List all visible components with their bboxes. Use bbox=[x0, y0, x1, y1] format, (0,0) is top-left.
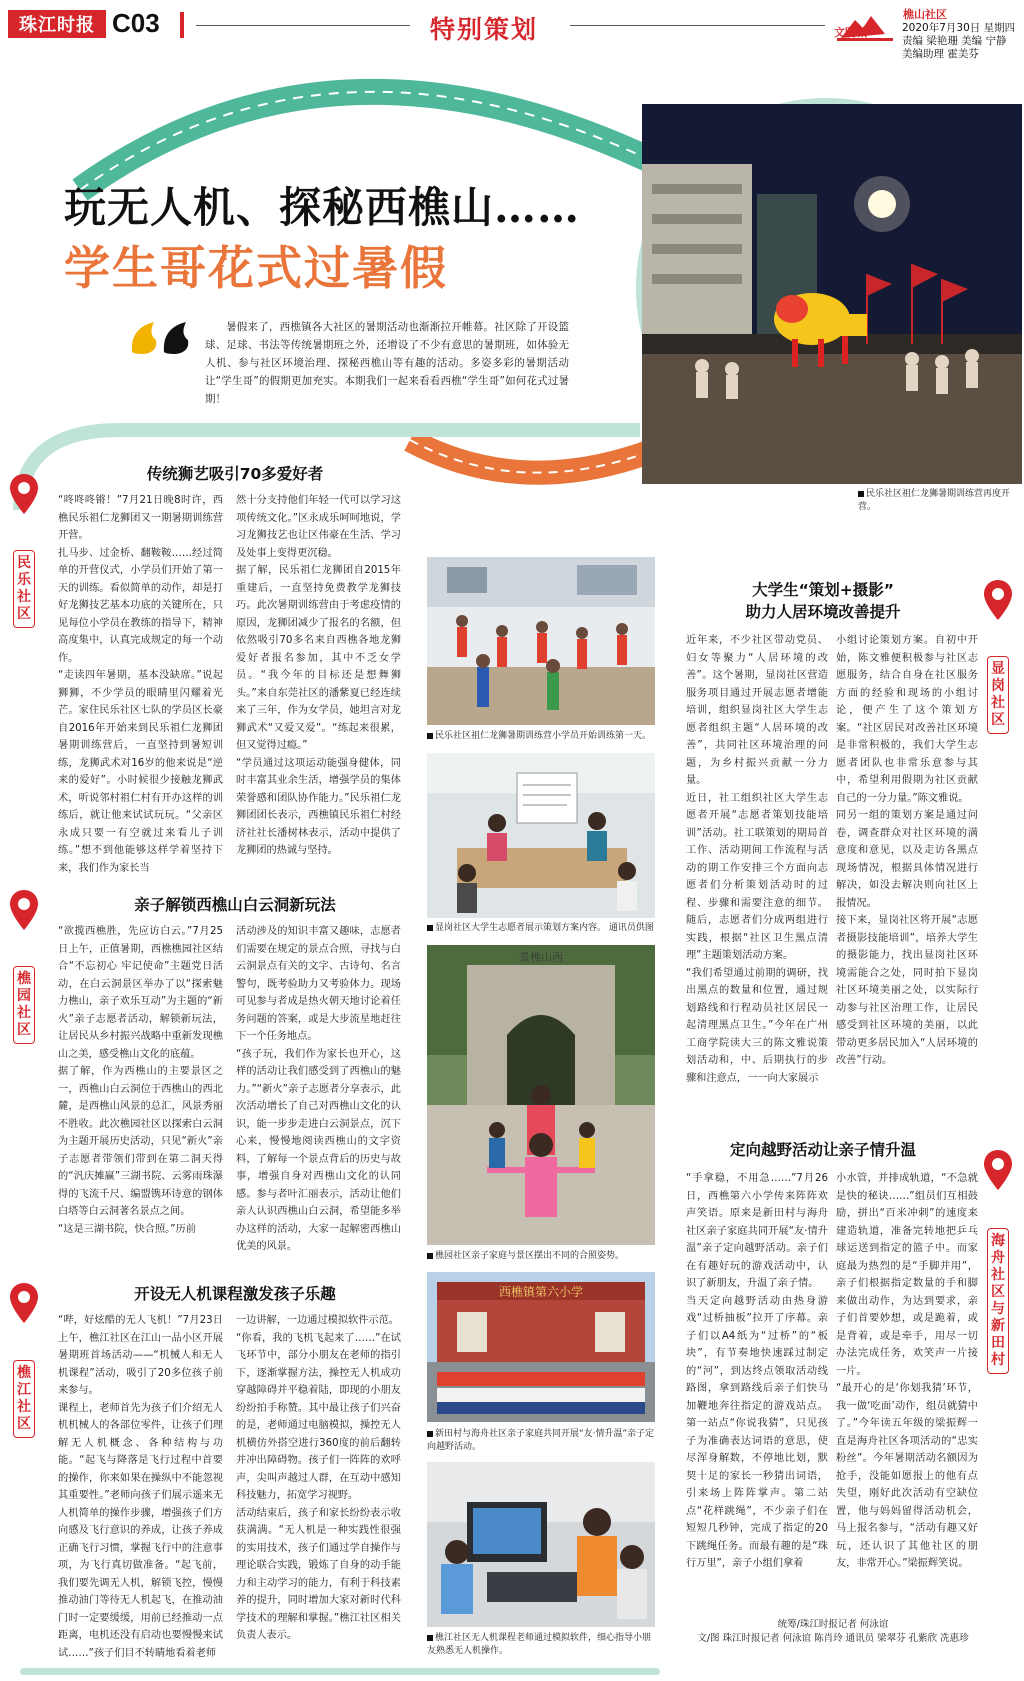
header-rule-left bbox=[196, 25, 410, 26]
header-divider bbox=[180, 12, 184, 38]
article-qiaojiang-col1: “哔，好炫酷的无人飞机！”7月23日上午，樵江社区在江山一品小区开展暑期班首场活动——“机械人和无人机课程”活动，吸引了20多位孩子前来参与。 课程上，老师首先为孩子们介绍无人机机械人的各部位零件，让孩子们理解无人机概念、各种结构与功能。“起飞与降落是飞行过程中首要的操作，你来如果在操纵中不能忽视其重要性。”老师向孩子们展示遥来无人机简单的操作步骤，增强孩子们方向感及飞行意识的养成，让孩子养成正确飞行习惯，掌握飞行中的注意事项，为飞行真切做准备。“起飞前，我们要先调无人机，解锁飞控，慢慢推动油门等待无人机起飞，在推动油门时一定要缓缓，用前已经推动一点距离，电机还没有启动也要慢慢来试试……”孩子们目不转睛地看着老师 bbox=[58, 1315, 223, 1659]
newspaper-logo: 珠江时报 bbox=[8, 10, 106, 38]
location-pin-icon bbox=[10, 474, 38, 514]
header-rule-right bbox=[570, 25, 825, 26]
article-qiaoyuan-col1: “欲揽西樵胜，先应访白云。”7月25日上午，正值暑期，西樵樵园社区结合“不忘初心 牢记使命”主题党日活动，在白云洞景区举办了以“探索魅力樵山，亲子欢乐互动”为主题的“新火”亲子志愿者活动，解锁新玩法，让居民从乡村振兴战略中重新发现樵山之美，感受樵山文化的底蕴。 据了解，作为西樵山的主要景区之一，西樵山白云洞位于西樵山的西北麓，是西樵山风景的总汇，风景秀丽不胜收。此次樵园社区以探索白云洞为主题开展历史活动，只见“新火”亲子志愿者带领们带到在第二洞天得的“汎庆摊赢”三湖书院、云雾雨珠瀑得的飞流千尺、编盟镌环诗意的钢体白塔等白云洞著名景点之间。 “这是三湖书院，快合照。”历前 bbox=[58, 926, 223, 1235]
headline-line1: 玩无人机、探秘西樵山…… bbox=[64, 183, 581, 232]
community-label-xiangang: 显岗社区 bbox=[987, 656, 1009, 734]
bottom-band bbox=[20, 1668, 660, 1675]
credits bbox=[668, 1618, 998, 1646]
photo-caption-4: 新田村与海舟社区亲子家庭共同开展“友·情升温”亲子定向越野活动。 bbox=[427, 1429, 655, 1452]
article-haizhou-col2: 小水管，并排成轨道，“不急就是快的秘诀……”组员们互相鼓励，拼出“百米冲刺”的速度来建造轨道，准备完转地把乒乓球运送到指定的篮子中。而家庭最为热烈的是“手脚并用”，亲子们根据指定数量的手和脚来做出动作，为达到要求，亲子们首要妙想，或是跪着，或是背着，或是牵手，用尽一切办法完成任务，欢笑声一片接一片。 “最开心的是‘你划我猜’环节，我一做‘吃面’动作，组员就猜中了。”今年读五年级的梁振辉一直是海舟社区各项活动的“忠实粉丝”。今年暑期活动名额因为抢手，没能如愿报上的他有点失望，刚好此次活动有空缺位置，他与妈妈留得活动机会，马上报名参与，“活动有趣又好玩，还认识了其他社区的朋友，非常开心。”梁振辉笑说。 bbox=[836, 1173, 978, 1569]
section-title: 特别策划 bbox=[430, 15, 539, 44]
circle-photo-caption: 民乐社区祖仁龙狮暑期训练营再度开营。 bbox=[858, 489, 1011, 512]
community-label-haizhou: 海舟社区与新田村 bbox=[987, 1228, 1009, 1374]
community-label-qiaoyuan: 樵园社区 bbox=[13, 966, 35, 1044]
article-qiaojiang-col2: 一边讲解，一边通过模拟软件示范。 “你看，我的飞机飞起来了……”在试飞环节中，部分小朋友在老师的指引下，逐渐掌握方法，操控无人机成功穿越障碍并平稳着陆，即现的小朋友纷纷拍手称赞。其中最让孩子们兴奋的是，老师通过电脑模拟，操控无人机横仿外搭空进行360度的前后翻转并冲出障碍物。孩子们一阵阵的欢呼声，尖叫声越过人群，在互动中感知科技魅力，拓宽学习视野。 活动结束后，孩子和家长纷纷表示收获满满。“无人机是一种实践性很强的实用技术，孩子们通过学自操作与理论联合实践，锻炼了自身的动手能力和主动学习的能力，有利于科技素养的提升，同时增加大家对新时代科学技术的理解和掌握。”樵江社区相关负责人表示。 bbox=[236, 1315, 401, 1641]
section-title-qiaojiang: 开设无人机课程激发孩子乐趣 bbox=[134, 1285, 336, 1303]
photo-baiyun-cave-family bbox=[427, 945, 655, 1245]
article-xiangang-col1: 近年来，不少社区带动党员、妇女等聚力“人居环境的改善”。这个暑期，显岗社区营造服务项目通过开展志愿者增能培训，组织显岗社区大学生志愿者组织主题“人居环境的改善”，共同社区环境治理的问题，为乡村振兴贡献一分力量。 近日，社工组织社区大学生志愿者开展“志愿者策划技能培训”活动。社工联策划的期局首工作、活动期间工作流程与活动的期工作安排三个方面向志愿者们分析策划活动时的过程、步骤和需要注意的细节。随后，志愿者们分成两组进行实践，根据“社区卫生黑点清理”主题策划活动方案。 “我们希望通过前期的调研，找出黑点的数量和位置，通过规划路线和行程动员社区居民一起清理黑点卫生。”今年在广州工商学院读大三的陈文雅说策划活动和，中、后期执行的步骤和注意点，一一向大家展示 bbox=[686, 635, 828, 1084]
brand-text: 文明城 bbox=[834, 26, 867, 39]
photo-caption-2: 显岗社区大学生志愿者展示策划方案内容。 通讯员供图 bbox=[427, 922, 655, 935]
credits-coordinator: 统筹/珠江时报记者 何泳谊 bbox=[777, 1619, 889, 1630]
section-title-minle: 传统狮艺吸引70多爱好者 bbox=[146, 465, 324, 483]
article-haizhou-col1: “手拿稳，不用急……”7月26日，西樵第六小学传来阵阵欢声笑语。原来是新田村与海舟社区亲子家庭共同开展“友·情升温”亲子定向越野活动。亲子们在有趣好玩的游戏活动中，认识了新朋友，升温了亲子情。 当天定向越野活动由热身游戏“过桥抽板”拉开了序幕。亲子们以A4纸为“过桥”的“板块”，有节奏地快速踩过制定的“河”，到达终点领取活动线路图，拿到路线后亲子们快马加鞭地奔往指定的游戏站点。第一站点“你说我猜”，只见孩子为准确表达词语的意思，使尽浑身解数，不停地比划，默契十足的家长一秒猜出词语，引来场上阵阵掌声。第二站点“花样跳绳”，不少亲子们在短短几秒钟，完成了指定的20下跳绳任务。而最有趣的是“珠行万里”，亲子小组们拿着 bbox=[686, 1173, 828, 1569]
column-brand: 樵山社区 bbox=[903, 8, 947, 21]
headline-line2: 学生哥花式过暑假 bbox=[64, 241, 448, 295]
photo-drone-class bbox=[427, 1462, 655, 1627]
article-minle-col1: “咚咚咚锵！”7月21日晚8时许，西樵民乐祖仁龙狮团又一期暑期训练营开营。 扎马步、过金桥、翻鞍鞍……经过简单的开营仪式，小学员们开始了第一天的训练。看似简单的动作，却是打好龙狮技艺基本功底的关键所在，只见每位小学员在教练的指导下，精神高度集中，认真完成规定的每一个动作。 “走读四年暑期，基本没缺席。”说起狮狮，不少学员的眼睛里闪耀着光芒。家住民乐社区七队的学员区长豪自2016年开始来到民乐祖仁龙狮团暑期训练营后，一直坚持到暑短训练，龙狮武术对16岁的他来说是“逆来的爱好”。小时候很少接触龙狮武术，听说邻村祖仁村有开办这样的训练后，就让他来试试玩玩。“父亲区永成只要一有空就过来看儿子训练。”想不到他能够这样学着坚持下来，我们作为家长当 bbox=[58, 495, 223, 874]
school-name-sign: 西樵镇第六小学 bbox=[498, 1285, 584, 1299]
issue-editor: 责编 梁艳珊 美编 宁静 bbox=[902, 35, 1007, 47]
issue-assistant: 美编助理 霍美芬 bbox=[902, 48, 979, 60]
location-pin-icon bbox=[984, 1150, 1012, 1190]
section-title-haizhou: 定向越野活动让亲子情升温 bbox=[729, 1141, 916, 1159]
quote-icon bbox=[128, 318, 196, 356]
page-number: C03 bbox=[112, 8, 160, 38]
photo-volunteers-plan bbox=[427, 753, 655, 918]
issue-date: 2020年7月30日 星期四 bbox=[902, 22, 1016, 34]
article-qiaoyuan-col2: 活动涉及的知识丰富又趣味，志愿者们需要在规定的景点合照，寻找与白云洞景点有关的文字、古诗句、名言警句，既考验助力又考验体力。现场可见参与者成是热火朝天地讨论着任务问题的答案，或是大步流星地赶往下一个任务地点。 “孩子玩，我们作为家长也开心，这样的活动让我们感受到了西樵山的魅力。”“新火”亲子志愿者分享表示，此次活动增长了自己对西樵山文化的认识，能一步步走进白云洞景点，沉下心来，慢慢地阅读西樵山的文字资料，了解每一个景点背后的历史与故事，增强自身对西樵山文化的认同感。参与者叶汇丽表示，活动让他们亲人认识西樵山白云洞，希望能多举办这样的活动，大家一起解密西樵山优美的风景。 bbox=[236, 926, 401, 1252]
article-minle-col2: 然十分支持他们年轻一代可以学习这项传统文化。”区永成乐呵呵地说，学习龙狮技艺也让区伟豪在生活、学习及处事上变得更沉稳。 据了解，民乐祖仁龙狮团自2015年重建后，一直坚持免费教学龙狮技巧。此次暑期训练营由于考虑疫情的原因，龙狮团减少了报名的名额，但依然吸引70多名来自西樵各地龙狮爱好者报名参加，其中不乏女学员。“我今年的目标还是想舞狮头。”来自东莞社区的潘紫夏已经连续来了三年，作为女学员，她坦言对龙狮武术“又爱又爱”。“练起来很累，但又觉得过瘾。” “学员通过这项运动能强身健体，同时丰富其业余生活，增强学员的集体荣誉感和团队协作能力。”民乐祖仁龙狮团团长表示，西樵镇民乐祖仁村经济社社长潘树林表示，活动中提供了龙狮团的热诚与坚持。 bbox=[236, 495, 401, 856]
photo-caption-5: 樵江社区无人机课程老师通过模拟软件，细心指导小朋友熟悉无人机操作。 bbox=[427, 1633, 652, 1656]
lion-dance-night-photo bbox=[636, 98, 1016, 478]
section-title-xiangang-line1: 大学生“策划+摄影” bbox=[752, 581, 894, 599]
article-xiangang-col2: 小组讨论策划方案。自初中开始，陈文雅便积极参与社区志愿服务，结合自身在社区服务方面的经验和现场的小组讨论，便产生了这个策划方案。“社区居民对改善社区环境是非常积极的，我们大学生志愿者团队也非常乐意参与其中，希望利用假期为社区贡献自己的一分力量。”陈文雅说。 同另一组的策划方案是通过问卷，调查群众对社区环境的满意度和意见，以及走访各黑点现场情况，根据具体情况进行解决，如没去解决则向社区上报情况。 接下来，显岗社区将开展“志愿者摄影技能培训”，培养大学生的摄影能力，找出显岗社区环境需能合之处，同时拍下显岗社区环境美丽之处，以实际行动参与社区治理工作，让居民感受到社区环境的美丽，以此带动更多居民加入“人居环境的改善”行动。 bbox=[836, 635, 978, 1066]
community-label-qiaojiang: 樵江社区 bbox=[13, 1360, 35, 1438]
photo-school-group bbox=[427, 1272, 655, 1422]
location-pin-icon bbox=[10, 1283, 38, 1323]
community-label-minle: 民乐社区 bbox=[13, 550, 35, 628]
credits-authors: 文/图 珠江时报记者 何泳谊 陈肖玲 通讯员 梁翠芬 孔紫欣 冼惠珍 bbox=[697, 1633, 969, 1644]
section-title-qiaoyuan: 亲子解锁西樵山白云洞新玩法 bbox=[134, 896, 336, 914]
section-title-xiangang-line2: 助力人居环境改善提升 bbox=[745, 603, 901, 621]
photo-caption-3: 樵园社区亲子家庭与景区摆出不同的合照姿势。 bbox=[427, 1250, 655, 1263]
location-pin-icon bbox=[10, 890, 38, 930]
photo-lion-dance-training bbox=[427, 557, 655, 725]
location-pin-icon bbox=[984, 580, 1012, 620]
arch-inscription: 景樵山西 bbox=[519, 951, 563, 964]
photo-caption-1: 民乐社区祖仁龙狮暑期训练营小学员开始训练第一天。 bbox=[427, 730, 655, 743]
lead-paragraph: 暑假来了，西樵镇各大社区的暑期活动也渐渐拉开帷幕。社区除了开设篮球、足球、书法等传统暑期班之外，还增设了不少有意思的暑期班，如体验无人机、参与社区环境治理、探秘西樵山等有趣的活动。多姿多彩的暑期活动让“学生哥”的假期更加充实。本期我们一起来看看西樵“学生哥”如何花式过暑期！ bbox=[205, 321, 569, 405]
